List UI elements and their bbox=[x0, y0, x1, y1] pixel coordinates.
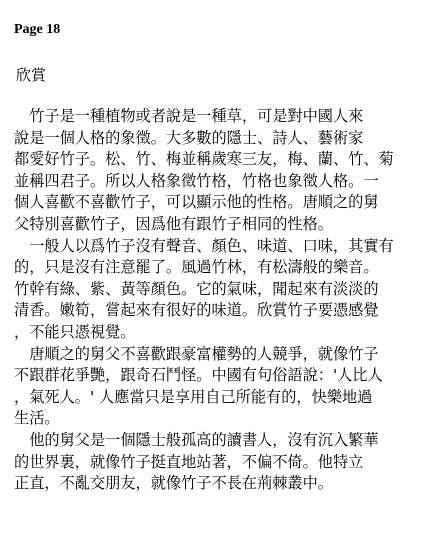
paragraph-3 bbox=[14, 344, 412, 430]
text-line: 都愛好竹子。松、竹、梅並稱歲寒三友，梅、蘭、竹、菊 bbox=[14, 150, 394, 169]
text-line: 正直，不亂交朋友，就像竹子不長在荊棘叢中。 bbox=[14, 474, 333, 493]
text-line: 清香。嫩筍，嘗起來有很好的味道。欣賞竹子要憑感覺 bbox=[14, 301, 379, 320]
text-line: 竹子是一種植物或者說是一種草，可是對中國人來 bbox=[14, 107, 364, 125]
text-line: ，不能只憑視覺。 bbox=[14, 322, 136, 341]
paragraph-1 bbox=[14, 106, 412, 236]
text-line: 唐順之的舅父不喜歡跟豪富權勢的人競爭，就像竹子 bbox=[14, 344, 379, 363]
text-line: 的世界裏，就像竹子挺直地站著，不偏不倚。他特立 bbox=[14, 452, 364, 471]
text-line: 說是一個人格的象徵。大多數的隱士、詩人、藝術家 bbox=[14, 128, 364, 147]
text-line: 的，只是沒有注意罷了。風過竹林，有松濤般的樂音。 bbox=[14, 258, 379, 277]
text-line: 不跟群花爭艷，跟奇石鬥怪。中國有句俗語說：'人比人 bbox=[14, 366, 383, 385]
text-line: 生活。 bbox=[14, 409, 60, 428]
text-line: 個人喜歡不喜歡竹子，可以顯示他的性格。唐順之的舅 bbox=[14, 193, 379, 212]
text-line: ，氣死人。' 人應當只是享用自己所能有的，快樂地過 bbox=[14, 387, 373, 406]
section-heading: 欣賞 bbox=[16, 66, 47, 84]
body-text bbox=[14, 106, 412, 495]
text-line: 父特別喜歡竹子，因爲他有跟竹子相同的性格。 bbox=[14, 214, 333, 233]
paragraph-2 bbox=[14, 236, 412, 344]
text-line: 竹幹有綠、紫、黃等顏色。它的氣味，聞起來有淡淡的 bbox=[14, 279, 379, 298]
text-line: 並稱四君子。所以人格象徵竹格，竹格也象徵人格。一 bbox=[14, 171, 379, 190]
text-line: 他的舅父是一個隱士般孤高的讀書人，沒有沉入繁華 bbox=[14, 430, 379, 449]
text-line: 一般人以爲竹子沒有聲音、顏色、味道、口味，其實有 bbox=[14, 236, 394, 255]
page-number: Page 18 bbox=[14, 22, 61, 37]
paragraph-4 bbox=[14, 430, 412, 495]
